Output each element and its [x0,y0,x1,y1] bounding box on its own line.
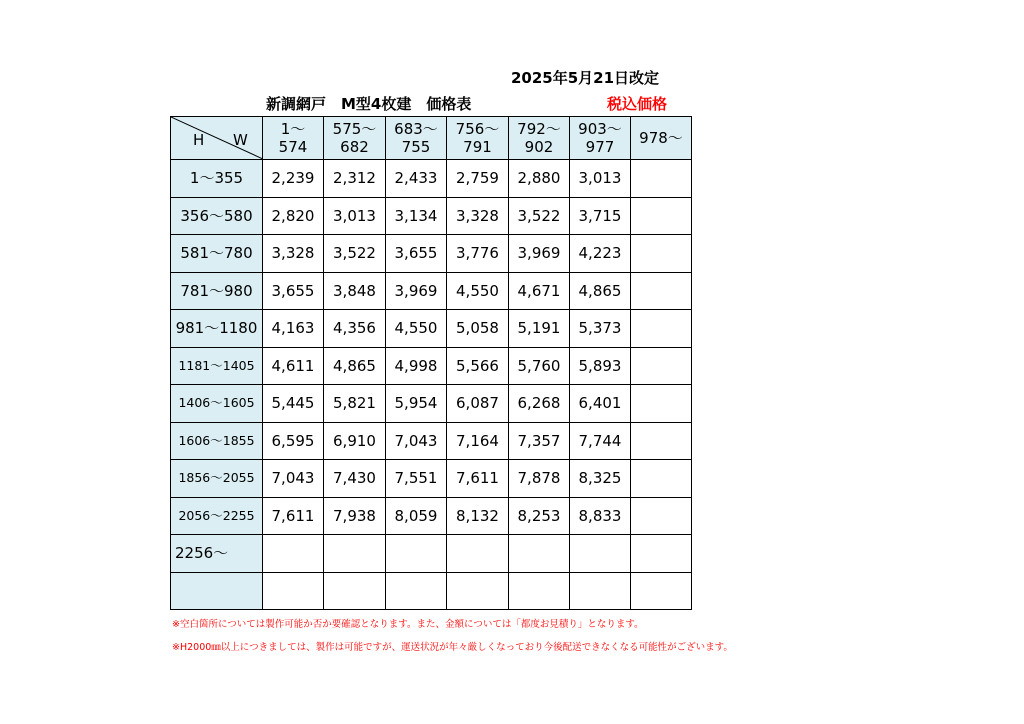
table-row [171,460,692,498]
price-cell: 5,373 [570,310,631,348]
price-cell: 3,655 [263,272,324,310]
price-cell: 3,522 [324,235,386,273]
price-cell: 8,833 [570,497,631,535]
price-cell: 7,043 [386,422,447,460]
price-cell: 3,715 [570,197,631,235]
price-cell [509,572,570,610]
price-cell [631,535,692,573]
price-cell: 3,776 [447,235,509,273]
price-cell: 8,132 [447,497,509,535]
height-range-cell: 1～355 [171,160,263,198]
price-cell [263,535,324,573]
note-blank-cells: ※空白箇所については製作可能か否か要確認となります。また、金額については「都度お見積り」となります。 [172,619,644,630]
price-cell: 7,611 [263,497,324,535]
price-cell: 2,820 [263,197,324,235]
price-cell: 5,566 [447,347,509,385]
table-row [171,310,692,348]
price-cell: 7,878 [509,460,570,498]
price-cell: 4,356 [324,310,386,348]
price-cell: 5,954 [386,385,447,423]
width-header-cell: 683～ 755 [386,117,447,160]
height-range-cell: 2256～ [171,535,263,573]
price-cell: 5,893 [570,347,631,385]
price-cell: 8,325 [570,460,631,498]
price-cell: 4,865 [324,347,386,385]
height-range-cell: 981～1180 [171,310,263,348]
table-row [171,235,692,273]
price-cell: 3,848 [324,272,386,310]
diagonal-divider [171,117,263,159]
price-cell: 3,328 [447,197,509,235]
price-cell [631,347,692,385]
price-cell [631,310,692,348]
width-header-cell: 1～ 574 [263,117,324,160]
price-cell: 3,013 [324,197,386,235]
corner-header-cell [171,117,263,160]
price-cell: 3,655 [386,235,447,273]
price-cell [631,235,692,273]
table-row [171,572,692,610]
price-cell: 4,998 [386,347,447,385]
price-cell: 2,759 [447,160,509,198]
price-cell [631,385,692,423]
price-cell: 4,611 [263,347,324,385]
price-cell: 4,550 [447,272,509,310]
width-axis-label: W [233,131,248,149]
price-cell: 4,550 [386,310,447,348]
price-cell: 3,134 [386,197,447,235]
price-cell: 5,058 [447,310,509,348]
height-range-cell: 2056～2255 [171,497,263,535]
price-cell: 7,430 [324,460,386,498]
price-cell: 6,268 [509,385,570,423]
price-cell: 3,522 [509,197,570,235]
price-cell: 2,880 [509,160,570,198]
price-cell: 7,938 [324,497,386,535]
price-cell [263,572,324,610]
price-cell: 4,865 [570,272,631,310]
price-cell: 7,611 [447,460,509,498]
price-cell: 3,969 [509,235,570,273]
price-cell: 4,163 [263,310,324,348]
price-cell: 6,595 [263,422,324,460]
price-cell: 5,191 [509,310,570,348]
price-cell [509,535,570,573]
price-cell: 6,910 [324,422,386,460]
price-cell: 6,401 [570,385,631,423]
price-cell: 3,013 [570,160,631,198]
price-cell [386,535,447,573]
price-cell [631,460,692,498]
price-cell [631,497,692,535]
price-cell: 7,357 [509,422,570,460]
price-cell [631,572,692,610]
price-cell [324,572,386,610]
price-cell [447,535,509,573]
price-cell: 5,760 [509,347,570,385]
tax-included-label: 税込価格 [607,95,668,113]
price-cell: 3,969 [386,272,447,310]
width-header-cell: 575～ 682 [324,117,386,160]
width-header-cell: 756～ 791 [447,117,509,160]
price-cell: 8,059 [386,497,447,535]
table-row [171,272,692,310]
price-cell [631,160,692,198]
price-cell: 7,551 [386,460,447,498]
table-row [171,347,692,385]
table-row [171,197,692,235]
revision-date: 2025年5月21日改定 [511,69,660,87]
price-cell: 2,312 [324,160,386,198]
height-range-cell: 1856～2055 [171,460,263,498]
price-cell: 4,223 [570,235,631,273]
table-row [171,497,692,535]
height-range-cell: 1406～1605 [171,385,263,423]
price-cell [386,572,447,610]
price-cell: 2,239 [263,160,324,198]
height-range-cell: 581～780 [171,235,263,273]
header-row [171,117,692,160]
price-cell: 5,445 [263,385,324,423]
price-cell [631,197,692,235]
note-delivery-warning: ※H2000㎜以上につきましては、製作は可能ですが、運送状況が年々厳しくなっており今後配送できなくなる可能性がございます。 [172,642,733,653]
table-row [171,535,692,573]
table-row [171,385,692,423]
price-cell: 7,043 [263,460,324,498]
price-table [170,116,692,610]
price-cell [570,535,631,573]
table-row [171,160,692,198]
width-header-cell: 792～ 902 [509,117,570,160]
height-range-cell: 1606～1855 [171,422,263,460]
price-cell [570,572,631,610]
price-cell: 6,087 [447,385,509,423]
height-range-cell [171,572,263,610]
height-range-cell: 781～980 [171,272,263,310]
price-cell: 7,744 [570,422,631,460]
price-cell [324,535,386,573]
price-cell [447,572,509,610]
page-title: 新調網戸 M型4枚建 価格表 [266,95,472,113]
price-cell: 4,671 [509,272,570,310]
price-cell [631,272,692,310]
table-row [171,422,692,460]
price-cell: 3,328 [263,235,324,273]
width-header-cell: 903～ 977 [570,117,631,160]
price-cell: 7,164 [447,422,509,460]
height-axis-label: H [193,131,205,149]
price-cell: 8,253 [509,497,570,535]
height-range-cell: 356～580 [171,197,263,235]
height-range-cell: 1181～1405 [171,347,263,385]
price-cell: 5,821 [324,385,386,423]
price-cell: 2,433 [386,160,447,198]
width-header-cell: 978～ [631,117,692,160]
price-cell [631,422,692,460]
